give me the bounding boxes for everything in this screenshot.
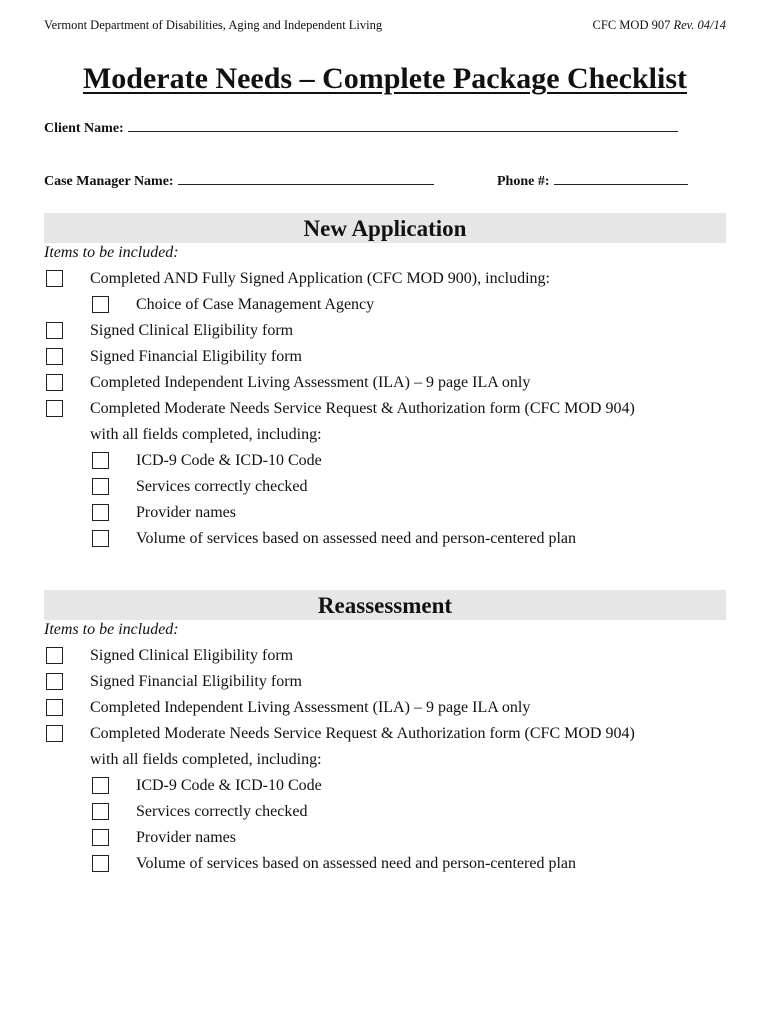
- checkbox[interactable]: [92, 296, 109, 313]
- new-application-items-label: Items to be included:: [44, 244, 179, 261]
- list-item: Volume of services based on assessed need and person-centered plan: [136, 855, 576, 872]
- phone-line[interactable]: [554, 172, 688, 185]
- phone-field: [497, 172, 688, 190]
- list-item: ICD-9 Code & ICD-10 Code: [136, 777, 322, 794]
- checkbox[interactable]: [46, 322, 63, 339]
- header-form-code: [593, 18, 726, 33]
- list-item: Completed Independent Living Assessment (ILA) – 9 page ILA only: [90, 374, 531, 391]
- checkbox[interactable]: [46, 725, 63, 742]
- phone-label: Phone #:: [497, 174, 550, 189]
- list-item: Signed Financial Eligibility form: [90, 348, 302, 365]
- checkbox[interactable]: [92, 777, 109, 794]
- checkbox[interactable]: [46, 699, 63, 716]
- list-item: Signed Clinical Eligibility form: [90, 647, 294, 664]
- header-agency: Vermont Department of Disabilities, Aging and Independent Living: [44, 18, 383, 32]
- checkbox[interactable]: [92, 829, 109, 846]
- form-revision: Rev. 04/14: [673, 18, 726, 32]
- checkbox[interactable]: [92, 803, 109, 820]
- list-item: Signed Financial Eligibility form: [90, 673, 302, 690]
- reassessment-items-label: Items to be included:: [44, 621, 179, 638]
- client-name-label: Client Name:: [44, 121, 124, 136]
- list-item: Volume of services based on assessed need and person-centered plan: [136, 530, 576, 547]
- checkbox[interactable]: [46, 673, 63, 690]
- list-item: Services correctly checked: [136, 478, 308, 495]
- checkbox[interactable]: [92, 452, 109, 469]
- list-item: Completed AND Fully Signed Application (CFC MOD 900), including:: [90, 270, 550, 287]
- new-application-heading: New Application: [44, 213, 726, 243]
- checkbox[interactable]: [46, 400, 63, 417]
- checkbox[interactable]: [46, 374, 63, 391]
- form-code: CFC MOD 907: [592, 18, 671, 32]
- list-item: Completed Independent Living Assessment (ILA) – 9 page ILA only: [90, 699, 531, 716]
- case-manager-field: [44, 172, 434, 190]
- checkbox[interactable]: [46, 647, 63, 664]
- checkbox[interactable]: [92, 530, 109, 547]
- client-name-field: [44, 119, 678, 137]
- checkbox[interactable]: [46, 348, 63, 365]
- list-item: Services correctly checked: [136, 803, 308, 820]
- list-item: Choice of Case Management Agency: [136, 296, 375, 313]
- list-item-continuation: with all fields completed, including:: [90, 426, 322, 443]
- page-title: Moderate Needs – Complete Package Checklist: [82, 62, 688, 95]
- list-item: Signed Clinical Eligibility form: [90, 322, 294, 339]
- checkbox[interactable]: [92, 504, 109, 521]
- list-item-continuation: with all fields completed, including:: [90, 751, 322, 768]
- list-item: Completed Moderate Needs Service Request & Authorization form (CFC MOD 904): [90, 400, 635, 417]
- reassessment-heading: Reassessment: [44, 590, 726, 620]
- client-name-line[interactable]: [128, 119, 678, 132]
- list-item: Completed Moderate Needs Service Request & Authorization form (CFC MOD 904): [90, 725, 635, 742]
- list-item: Provider names: [136, 829, 236, 846]
- list-item: ICD-9 Code & ICD-10 Code: [136, 452, 322, 469]
- checkbox[interactable]: [92, 855, 109, 872]
- checkbox[interactable]: [92, 478, 109, 495]
- checkbox[interactable]: [46, 270, 63, 287]
- case-manager-label: Case Manager Name:: [44, 174, 174, 189]
- list-item: Provider names: [136, 504, 236, 521]
- case-manager-line[interactable]: [178, 172, 434, 185]
